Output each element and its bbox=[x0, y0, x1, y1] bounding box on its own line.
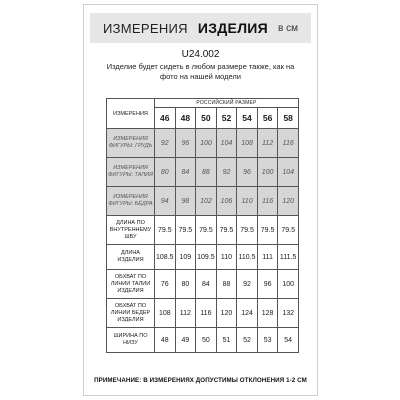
measurement-value: 116 bbox=[278, 129, 299, 158]
row-label: ИЗМЕРЕНИЯ ФИГУРЫ: ТАЛИЯ bbox=[107, 158, 155, 187]
measurement-value: 92 bbox=[155, 129, 176, 158]
measurement-value: 50 bbox=[196, 328, 217, 353]
measurement-value: 128 bbox=[257, 299, 278, 328]
measurement-value: 79.5 bbox=[216, 216, 237, 245]
measurement-value: 108.5 bbox=[155, 245, 176, 270]
measurement-value: 100 bbox=[257, 158, 278, 187]
size-header: 56 bbox=[257, 108, 278, 129]
product-code: U24.002 bbox=[181, 49, 220, 60]
measurement-value: 79.5 bbox=[155, 216, 176, 245]
measurement-value: 80 bbox=[175, 270, 196, 299]
size-table bbox=[106, 98, 299, 353]
measurement-row bbox=[107, 328, 299, 353]
measurement-value: 79.5 bbox=[237, 216, 258, 245]
measurement-value: 84 bbox=[196, 270, 217, 299]
fit-note: Изделие будет сидеть в любом размере также, как на фото на нашей модели bbox=[106, 62, 295, 81]
row-label: ОБХВАТ ПО ЛИНИИ БЕДЕР ИЗДЕЛИЯ bbox=[107, 299, 155, 328]
measurement-value: 51 bbox=[216, 328, 237, 353]
measurement-value: 76 bbox=[155, 270, 176, 299]
measurement-value: 116 bbox=[196, 299, 217, 328]
row-label: ДЛИНА ИЗДЕЛИЯ bbox=[107, 245, 155, 270]
measurement-row bbox=[107, 270, 299, 299]
measurement-value: 80 bbox=[155, 158, 176, 187]
measurement-value: 84 bbox=[175, 158, 196, 187]
measurement-row bbox=[107, 245, 299, 270]
size-header: 52 bbox=[216, 108, 237, 129]
measurement-value: 53 bbox=[257, 328, 278, 353]
measurement-value: 108 bbox=[155, 299, 176, 328]
measurement-value: 54 bbox=[278, 328, 299, 353]
measurement-value: 88 bbox=[216, 270, 237, 299]
measurement-value: 112 bbox=[175, 299, 196, 328]
measurement-row bbox=[107, 216, 299, 245]
measurement-value: 79.5 bbox=[175, 216, 196, 245]
size-chart-card bbox=[83, 4, 318, 396]
measurement-value: 109 bbox=[175, 245, 196, 270]
measurement-value: 120 bbox=[278, 187, 299, 216]
measurement-row bbox=[107, 129, 299, 158]
size-header: 46 bbox=[155, 108, 176, 129]
measurement-value: 96 bbox=[237, 158, 258, 187]
measurement-value: 110 bbox=[237, 187, 258, 216]
measurement-value: 110.5 bbox=[237, 245, 258, 270]
measurement-value: 98 bbox=[175, 187, 196, 216]
measurement-value: 104 bbox=[278, 158, 299, 187]
row-label: ДЛИНА ПО ВНУТРЕННЕМУ ШВУ bbox=[107, 216, 155, 245]
measurement-value: 102 bbox=[196, 187, 217, 216]
measurement-value: 106 bbox=[216, 187, 237, 216]
measurement-value: 124 bbox=[237, 299, 258, 328]
title-banner bbox=[90, 13, 311, 43]
measurement-value: 100 bbox=[196, 129, 217, 158]
size-header: 58 bbox=[278, 108, 299, 129]
measurement-value: 109.5 bbox=[196, 245, 217, 270]
measurement-value: 79.5 bbox=[196, 216, 217, 245]
measurement-value: 92 bbox=[216, 158, 237, 187]
measurement-value: 79.5 bbox=[257, 216, 278, 245]
measurement-value: 79.5 bbox=[278, 216, 299, 245]
row-label: ОБХВАТ ПО ЛИНИИ ТАЛИИ ИЗДЕЛИЯ bbox=[107, 270, 155, 299]
measurement-value: 88 bbox=[196, 158, 217, 187]
measurement-value: 52 bbox=[237, 328, 258, 353]
size-band-row bbox=[107, 99, 299, 108]
russian-size-label: РОССИЙСКИЙ РАЗМЕР bbox=[155, 99, 299, 108]
measurement-value: 92 bbox=[237, 270, 258, 299]
measurement-value: 100 bbox=[278, 270, 299, 299]
size-header: 50 bbox=[196, 108, 217, 129]
title-unit: в см bbox=[278, 22, 299, 34]
measurement-value: 111 bbox=[257, 245, 278, 270]
measurement-value: 116 bbox=[257, 187, 278, 216]
measurement-value: 104 bbox=[216, 129, 237, 158]
row-label: ИЗМЕРЕНИЯ ФИГУРЫ: ГРУДЬ bbox=[107, 129, 155, 158]
measurement-value: 108 bbox=[237, 129, 258, 158]
measurement-value: 120 bbox=[216, 299, 237, 328]
corner-label: ИЗМЕРЕНИЯ bbox=[107, 99, 155, 129]
measurement-value: 96 bbox=[175, 129, 196, 158]
measurement-value: 112 bbox=[257, 129, 278, 158]
measurement-row bbox=[107, 187, 299, 216]
tolerance-note: ПРИМЕЧАНИЕ: В ИЗМЕРЕНИЯХ ДОПУСТИМЫ ОТКЛОНЕНИЯ 1-2 СМ bbox=[94, 377, 307, 384]
measurement-value: 96 bbox=[257, 270, 278, 299]
measurement-value: 111.5 bbox=[278, 245, 299, 270]
measurement-value: 110 bbox=[216, 245, 237, 270]
title-product: ИЗДЕЛИЯ bbox=[197, 20, 269, 36]
measurement-value: 48 bbox=[155, 328, 176, 353]
row-label: ИЗМЕРЕНИЯ ФИГУРЫ: БЁДРА bbox=[107, 187, 155, 216]
measurement-value: 49 bbox=[175, 328, 196, 353]
title-measurements: ИЗМЕРЕНИЯ bbox=[102, 20, 188, 36]
measurement-row bbox=[107, 158, 299, 187]
size-header: 48 bbox=[175, 108, 196, 129]
measurement-value: 94 bbox=[155, 187, 176, 216]
measurement-row bbox=[107, 299, 299, 328]
row-label: ШИРИНА ПО НИЗУ bbox=[107, 328, 155, 353]
size-header: 54 bbox=[237, 108, 258, 129]
measurement-value: 132 bbox=[278, 299, 299, 328]
